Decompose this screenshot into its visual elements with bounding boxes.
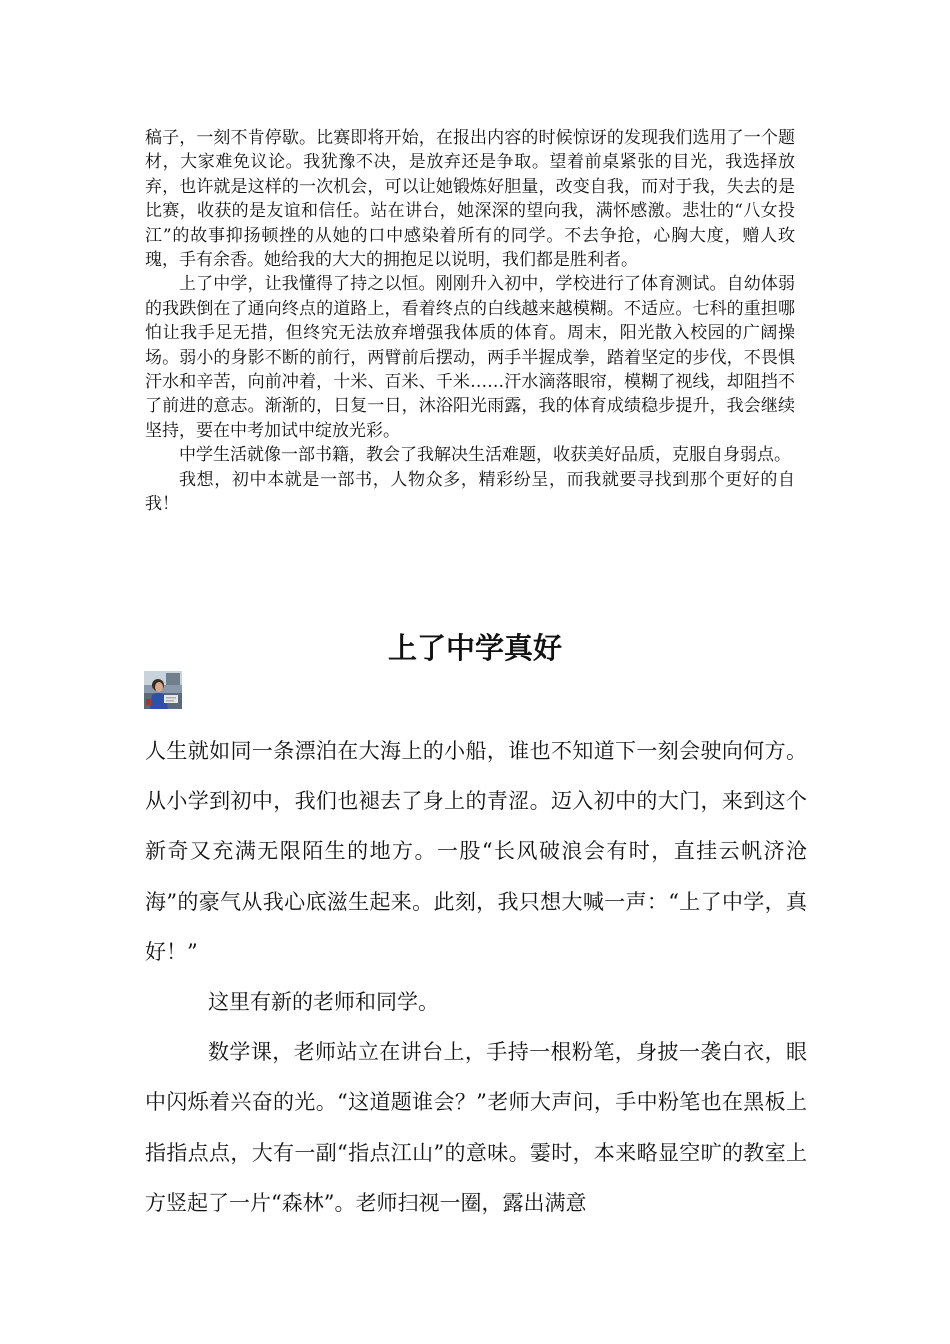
top-paragraph-2: 上了中学，让我懂得了持之以恒。刚刚升入初中，学校进行了体育测试。自幼体弱的我跌倒在了通向终点的道路上，看着终点的白线越来越模糊。不适应。七科的重担哪怕让我手足无措，但终究无法放弃增强我体质的体育。周末，阳光散入校园的广阔操场。弱小的身影不断的前行，两臂前后摆动，两手半握成拳，踏着坚定的步伐，不畏惧汗水和辛苦，向前冲着，十米、百米、千米……汗水滴落眼帘，模糊了视线，却阻挡不了前进的意志。渐渐的，日复一日，沐浴阳光雨露，我的体育成绩稳步提升，我会继续坚持，要在中考加试中绽放光彩。 (145, 274, 795, 441)
body-paragraph-3: 数学课，老师站立在讲台上，手持一根粉笔，身披一袭白衣，眼中闪烁着兴奋的光。“这道题谁会？”老师大声问，手中粉笔也在黑板上指指点点，大有一副“指点江山”的意味。霎时，本来略显空旷的教室上方竖起了一片“森林”。老师扫视一圈，露出满意 (145, 1040, 807, 1215)
article-body (145, 726, 807, 1228)
top-paragraph-3: 中学生活就像一部书籍，教会了我解决生活难题，收获美好品质，克服自身弱点。 (179, 445, 791, 466)
body-paragraph-1: 人生就如同一条漂泊在大海上的小船，谁也不知道下一刻会驶向何方。从小学到初中，我们也褪去了身上的青涩。迈入初中的大门，来到这个新奇又充满无限陌生的地方。一股“长风破浪会有时，直挂云帆济沧海”的豪气从我心底滋生起来。此刻，我只想大喊一声：“上了中学，真好！” (145, 739, 807, 964)
top-paragraph-1: 稿子，一刻不肯停歇。比赛即将开始，在报出内容的时候惊讶的发现我们选用了一个题材，大家难免议论。我犹豫不决，是放弃还是争取。望着前桌紧张的目光，我选择放弃，也许就是这样的一次机会，可以让她锻炼好胆量，改变自我，而对于我，失去的是比赛，收获的是友谊和信任。站在讲台，她深深的望向我，满怀感激。悲壮的“八女投江”的故事抑扬顿挫的从她的口中感染着所有的同学。不去争抢，心胸大度，赠人玫瑰，手有余香。她给我的大大的拥抱足以说明，我们都是胜利者。 (145, 128, 795, 271)
previous-article-ending (145, 126, 795, 517)
body-paragraph-2: 这里有新的老师和同学。 (208, 990, 439, 1015)
avatar-photo-icon (144, 671, 182, 709)
article-title: 上了中学真好 (387, 631, 562, 665)
top-paragraph-4: 我想，初中本就是一部书，人物众多，精彩纷呈，而我就要寻找到那个更好的自我！ (145, 469, 795, 515)
author-avatar-icon (144, 671, 182, 709)
